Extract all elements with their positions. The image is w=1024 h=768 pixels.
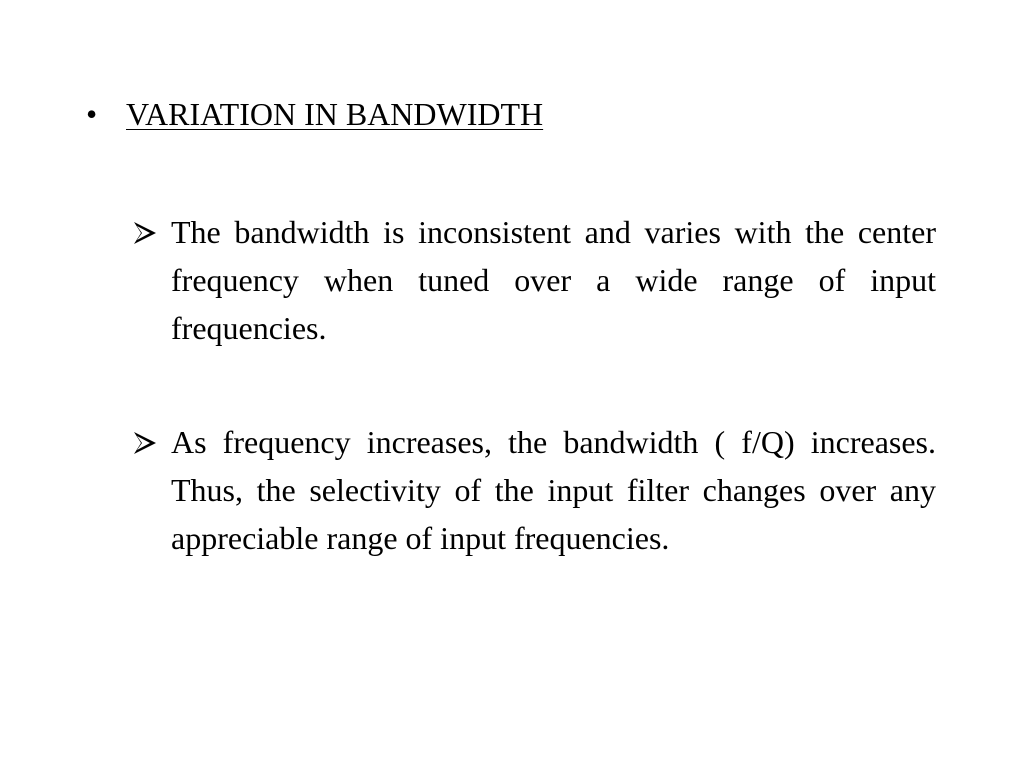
bullet-point-1 — [130, 208, 936, 352]
bullet-point-2 — [130, 418, 936, 562]
slide-heading — [86, 92, 946, 136]
bullet-point-text: The bandwidth is inconsistent and varies with the center frequency when tuned over a wide range of input frequencies. — [171, 214, 936, 346]
arrow-bullet-icon — [130, 208, 170, 256]
arrow-bullet-icon — [130, 418, 170, 466]
heading-bullet: • — [86, 96, 98, 132]
heading-text: VARIATION IN BANDWIDTH — [126, 96, 544, 132]
bullet-point-text: As frequency increases, the bandwidth ( f/Q) increases. Thus, the selectivity of the input filter changes over any appreciable range of input frequencies. — [171, 424, 936, 556]
